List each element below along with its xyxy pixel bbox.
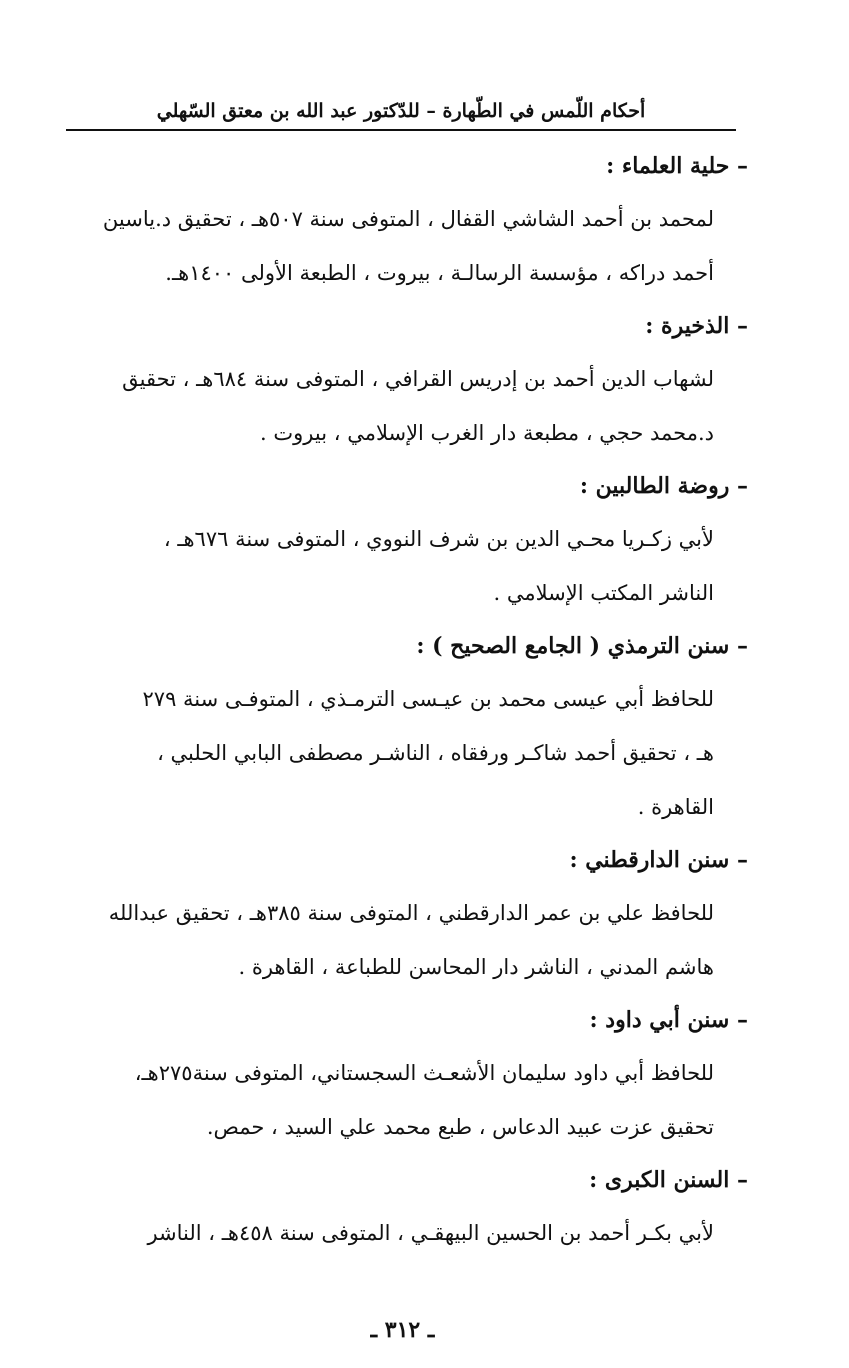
entry-title: – الذخيرة : bbox=[645, 313, 748, 339]
entry-line: أحمد دراكه ، مؤسسة الرسالـة ، بيروت ، الطبعة الأولى ١٤٠٠هـ. bbox=[165, 261, 714, 285]
entry-title: – سنن الترمذي ( الجامع الصحيح ) : bbox=[416, 633, 748, 659]
bibliography-entry bbox=[100, 140, 748, 300]
entry-body bbox=[100, 512, 748, 620]
header-rule bbox=[66, 129, 736, 131]
entry-line: لمحمد بن أحمد الشاشي القفال ، المتوفى سنة ٥٠٧هـ ، تحقيق د.ياسين bbox=[102, 207, 714, 231]
entry-line: هـ ، تحقيق أحمد شاكـر ورفقاه ، الناشـر مصطفى البابي الحلبي ، bbox=[157, 741, 714, 765]
entry-body bbox=[100, 352, 748, 460]
bibliography-entry bbox=[100, 834, 748, 994]
entry-body bbox=[100, 192, 748, 300]
entry-line: لشهاب الدين أحمد بن إدريس القرافي ، المتوفى سنة ٦٨٤هـ ، تحقيق bbox=[122, 367, 714, 391]
entry-title: – سنن أبي داود : bbox=[589, 1007, 748, 1033]
entry-body bbox=[100, 1046, 748, 1154]
bibliography-entry bbox=[100, 994, 748, 1154]
bibliography-list bbox=[100, 140, 748, 1260]
entry-title: – حلية العلماء : bbox=[606, 153, 748, 179]
entry-body bbox=[100, 1206, 748, 1260]
page-number: ـ ٣١٢ ـ bbox=[370, 1317, 435, 1343]
entry-line: للحافظ أبي عيسى محمد بن عيـسى الترمـذي ، المتوفـى سنة ٢٧٩ bbox=[142, 687, 714, 711]
bibliography-entry bbox=[100, 460, 748, 620]
entry-body bbox=[100, 672, 748, 834]
entry-line: لأبي زكـريا محـي الدين بن شرف النووي ، المتوفى سنة ٦٧٦هـ ، bbox=[163, 527, 714, 551]
entry-line: القاهرة . bbox=[637, 795, 714, 819]
bibliography-entry bbox=[100, 620, 748, 834]
bibliography-entry bbox=[100, 300, 748, 460]
entry-body bbox=[100, 886, 748, 994]
entry-line: د.محمد حجي ، مطبعة دار الغرب الإسلامي ، بيروت . bbox=[260, 421, 714, 445]
entry-line: لأبي بكـر أحمد بن الحسين البيهقـي ، المتوفى سنة ٤٥٨هـ ، الناشر bbox=[147, 1221, 714, 1245]
entry-title: – سنن الدارقطني : bbox=[569, 847, 748, 873]
entry-line: للحافظ علي بن عمر الدارقطني ، المتوفى سنة ٣٨٥هـ ، تحقيق عبدالله bbox=[108, 901, 714, 925]
entry-title: – روضة الطالبين : bbox=[579, 473, 748, 499]
entry-line: الناشر المكتب الإسلامي . bbox=[493, 581, 714, 605]
bibliography-entry bbox=[100, 1154, 748, 1260]
entry-title: – السنن الكبرى : bbox=[589, 1167, 748, 1193]
entry-line: للحافظ أبي داود سليمان الأشعـث السجستاني، المتوفى سنة٢٧٥هـ، bbox=[134, 1061, 714, 1085]
entry-line: هاشم المدني ، الناشر دار المحاسن للطباعة ، القاهرة . bbox=[238, 955, 714, 979]
running-header: أحكام اللّمس في الطّهارة – للدّكتور عبد الله بن معتق السّهلي bbox=[156, 100, 646, 122]
entry-line: تحقيق عزت عبيد الدعاس ، طبع محمد علي السيد ، حمص. bbox=[206, 1115, 714, 1139]
